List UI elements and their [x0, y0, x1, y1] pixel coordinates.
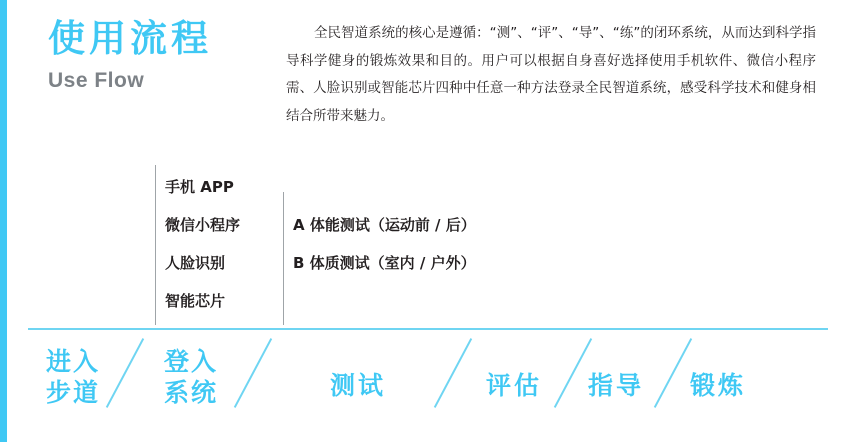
connector-line-login — [155, 165, 156, 325]
page-title-en: Use Flow — [48, 68, 145, 92]
login-method-item: 人脸识别 — [165, 254, 226, 272]
page-title-block — [48, 18, 298, 93]
connector-line-test — [283, 192, 284, 325]
login-method-item: 智能芯片 — [165, 292, 226, 310]
login-method-list — [165, 168, 275, 320]
flow-step-line1: 指导 — [588, 371, 645, 400]
test-type-item: B 体质测试（室内 / 户外） — [293, 254, 476, 272]
flow-step-line1: 进入 — [46, 347, 101, 376]
page-title-cn: 使用流程 — [48, 17, 212, 60]
login-method-item: 微信小程序 — [165, 216, 241, 234]
flow-step-exercise — [690, 370, 746, 401]
login-method-item: 手机 APP — [165, 178, 234, 196]
flow-step-test — [330, 370, 386, 401]
flow-separator — [434, 338, 472, 408]
flow-step-evaluate — [486, 370, 542, 401]
flow-separator — [654, 338, 692, 408]
flow-separator — [554, 338, 592, 408]
intro-text: 全民智道系统的核心是遵循：“测”、“评”、“导”、“练”的闭环系统，从而达到科学指导科学健身的锻炼效果和目的。用户可以根据自身喜好选择使用手机软件、微信小程序需、人脸识别或智能芯片四种中任意一种方法登录全民智道系统，感受科学技术和健身相结合所带来魅力。 — [286, 25, 816, 125]
test-type-item: A 体能测试（运动前 / 后） — [293, 216, 476, 234]
flow-step-line2: 系统 — [164, 378, 219, 408]
flow-step-guide — [588, 370, 644, 401]
flow-separator — [234, 338, 272, 408]
flow-step-enter-path — [46, 346, 100, 409]
flow-step-line1: 测试 — [330, 371, 387, 400]
test-type-list — [293, 206, 553, 282]
flow-diagram — [0, 160, 851, 442]
flow-step-line1: 登入 — [164, 347, 219, 376]
flow-step-login-system — [164, 346, 218, 409]
flow-step-line1: 锻炼 — [690, 371, 747, 400]
flow-step-line2: 步道 — [46, 378, 101, 408]
flow-separator — [106, 338, 144, 408]
intro-paragraph — [286, 20, 816, 131]
flow-bar — [0, 328, 851, 442]
flow-baseline — [28, 328, 828, 330]
flow-step-line1: 评估 — [486, 371, 543, 400]
